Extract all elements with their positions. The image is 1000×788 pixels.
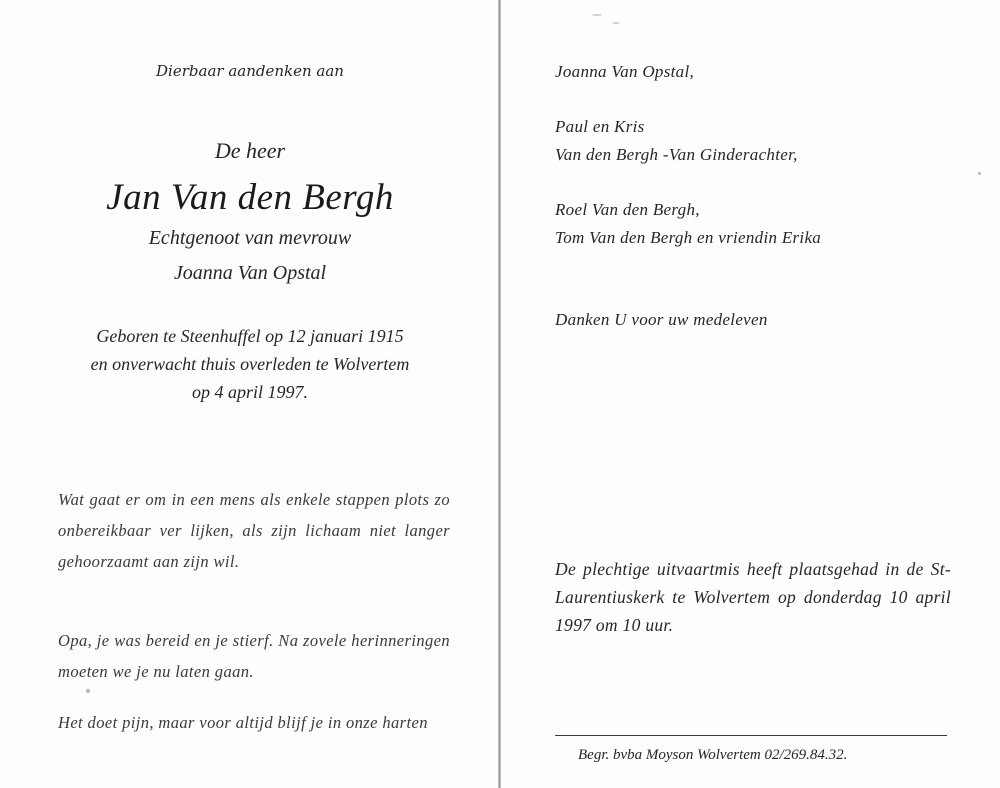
life-line-birth: Geboren te Steenhuffel op 12 januari 1915 bbox=[96, 326, 404, 346]
speck bbox=[612, 22, 620, 24]
speck bbox=[978, 172, 981, 175]
verse-paragraph: Het doet pijn, maar voor altijd blijf je in onze harten bbox=[58, 713, 428, 732]
family-line: Roel Van den Bergh, bbox=[555, 200, 700, 219]
title-prefix: De heer bbox=[214, 138, 286, 163]
deceased-name: Jan Van den Bergh bbox=[106, 177, 394, 218]
divider-line bbox=[555, 735, 947, 736]
life-line-date: op 4 april 1997. bbox=[191, 382, 308, 402]
spouse-label: Echtgenoot van mevrouw bbox=[148, 227, 352, 249]
verse-paragraph: Wat gaat er om in een mens als enkele stappen plots zo onbereikbaar ver lijken, als zijn lichaam niet langer gehoorzaamt aan zijn wil. bbox=[58, 490, 450, 571]
family-line: Van den Bergh -Van Ginderachter, bbox=[555, 145, 798, 164]
printer-credit: Begr. bvba Moyson Wolvertem 02/269.84.32. bbox=[578, 747, 848, 763]
life-line-death: en onverwacht thuis overleden te Wolvertem bbox=[90, 354, 410, 374]
family-line: Tom Van den Bergh en vriendin Erika bbox=[555, 228, 822, 247]
intro-text: Dierbaar aandenken aan bbox=[156, 62, 344, 80]
spouse-name: Joanna Van Opstal bbox=[173, 262, 327, 284]
speck bbox=[86, 689, 90, 693]
family-line: Joanna Van Opstal, bbox=[555, 62, 695, 81]
verse-paragraph: Opa, je was bereid en je stierf. Na zovele herinneringen moeten we je nu laten gaan. bbox=[58, 631, 450, 681]
family-line: Paul en Kris bbox=[555, 117, 645, 136]
thanks-text: Danken U voor uw medeleven bbox=[555, 310, 768, 329]
funeral-service-text: De plechtige uitvaartmis heeft plaatsgehad in de St-Laurentiuskerk te Wolvertem op donderdag 10 april 1997 om 10 uur. bbox=[555, 559, 951, 635]
speck bbox=[592, 14, 602, 16]
